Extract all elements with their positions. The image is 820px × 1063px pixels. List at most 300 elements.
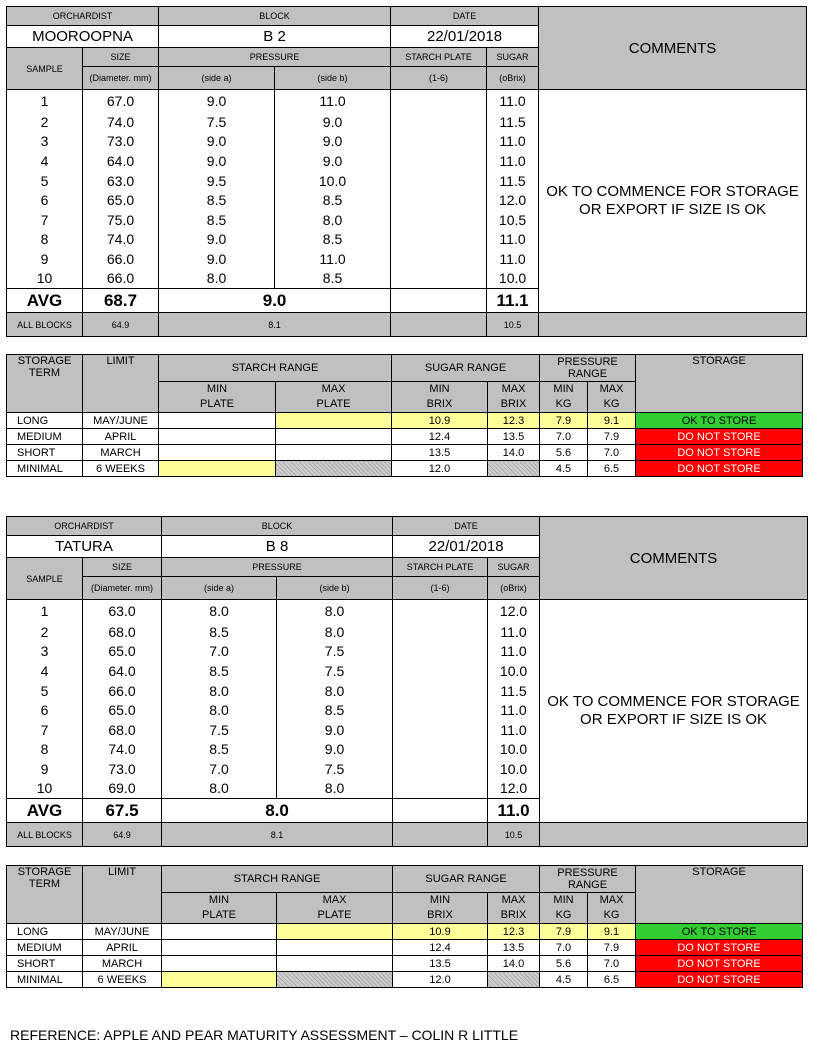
sugar-max-value: 12.3 [488,924,540,940]
side-b-header: (side b) [275,67,391,90]
sample-table [6,6,807,337]
sugar-max-value: 13.5 [488,940,540,956]
pressure-b-value: 9.0 [275,132,391,152]
size-value: 65.0 [83,701,162,721]
pressure-min-label: MIN [553,894,574,906]
sample-number: 6 [7,701,83,721]
pressure-min-header [540,893,588,924]
storage-status-badge: DO NOT STORE [636,972,803,988]
sugar-max-header [488,382,540,413]
starch-max-value [277,972,393,988]
storage-term: SHORT [7,956,83,972]
pressure-max-value: 7.9 [588,429,636,445]
starch-min-unit: PLATE [201,909,237,921]
pressure-a-value: 9.5 [159,171,275,191]
pressure-a-value: 7.5 [159,113,275,133]
pressure-a-value: 8.5 [162,662,277,682]
starch-value [391,191,487,211]
sugar-max-unit: BRIX [500,398,527,410]
size-value: 63.0 [83,171,159,191]
pressure-b-value: 9.0 [275,152,391,172]
starch-min-value [159,461,276,477]
sugar-max-value [488,461,540,477]
sugar-value: 10.0 [487,269,539,289]
starch-value [393,662,488,682]
sample-table [6,516,808,847]
pressure-min-header [540,382,588,413]
starch-min-value [162,972,277,988]
sugar-max-value: 12.3 [488,413,540,429]
sugar-min-value: 10.9 [392,413,488,429]
size-value: 64.0 [83,662,162,682]
starch-unit: (1-6) [393,577,488,600]
sample-number: 5 [7,171,83,191]
storage-term: SHORT [7,445,83,461]
starch-max-value [277,940,393,956]
size-value: 74.0 [83,740,162,760]
sugar-value: 11.0 [488,642,540,662]
sugar-min-value: 10.9 [393,924,488,940]
size-value: 65.0 [83,642,162,662]
size-value: 65.0 [83,191,159,211]
sugar-min-header [393,893,488,924]
pressure-b-value: 8.5 [275,230,391,250]
comment-text: OK TO COMMENCE FOR STORAGE OR EXPORT IF SIZE IS OK [540,600,808,823]
sample-number: 9 [7,760,83,780]
starch-min-unit: PLATE [199,398,235,410]
pressure-min-value: 4.5 [540,972,588,988]
avg-starch [391,289,487,313]
pressure-max-unit: KG [603,398,620,410]
starch-value [391,269,487,289]
sugar-max-value: 14.0 [488,445,540,461]
starch-value [393,740,488,760]
storage-table [6,354,803,477]
all-blocks-starch [393,823,488,847]
storage-status-badge: DO NOT STORE [636,461,803,477]
size-value: 73.0 [83,760,162,780]
sugar-value: 11.0 [488,701,540,721]
sugar-min-value: 13.5 [393,956,488,972]
sugar-value: 11.0 [487,152,539,172]
sample-number: 8 [7,740,83,760]
starch-max-value [277,924,393,940]
pressure-a-value: 8.0 [159,269,275,289]
storage-status-badge: DO NOT STORE [636,956,803,972]
all-blocks-sugar: 10.5 [487,313,539,337]
starch-min-value [159,413,276,429]
storage-limit: MARCH [83,956,162,972]
pressure-b-value: 8.0 [277,681,393,701]
starch-value [391,230,487,250]
pressure-a-value: 8.5 [159,191,275,211]
size-value: 74.0 [83,113,159,133]
starch-value [391,250,487,270]
size-value: 68.0 [83,720,162,740]
starch-min-value [159,429,276,445]
sugar-value: 11.0 [488,623,540,643]
all-blocks-row [7,313,807,337]
size-value: 74.0 [83,230,159,250]
starch-min-label: MIN [208,894,230,906]
storage-term: MINIMAL [7,461,83,477]
sample-number: 1 [7,90,83,113]
all-blocks-pressure: 8.1 [159,313,391,337]
sugar-value: 11.5 [487,171,539,191]
all-blocks-comment [539,313,807,337]
pressure-b-value: 8.0 [277,779,393,799]
pressure-max-value: 7.0 [588,445,636,461]
pressure-max-unit: KG [603,909,620,921]
size-value: 64.0 [83,152,159,172]
size-value: 68.0 [83,623,162,643]
starch-value [391,113,487,133]
comments-header: COMMENTS [540,517,808,600]
all-blocks-size: 64.9 [83,823,162,847]
storage-row [7,972,803,988]
pressure-b-value: 8.0 [275,210,391,230]
pressure-b-value: 7.5 [277,662,393,682]
avg-label: AVG [7,289,83,313]
pressure-min-label: MIN [553,383,574,395]
sugar-range-header: SUGAR RANGE [392,355,540,382]
pressure-b-value: 8.0 [277,623,393,643]
starch-max-label: MAX [321,383,346,395]
pressure-max-value: 7.9 [588,940,636,956]
starch-header: STARCH PLATE [393,558,488,577]
side-b-header: (side b) [277,577,393,600]
sample-number: 3 [7,642,83,662]
starch-max-value [276,429,392,445]
pressure-a-value: 7.0 [162,642,277,662]
starch-value [391,171,487,191]
all-blocks-row [7,823,808,847]
starch-value [393,701,488,721]
storage-limit: MAY/JUNE [83,413,159,429]
pressure-max-header [588,893,636,924]
sugar-max-unit: BRIX [500,909,527,921]
sugar-min-value: 12.4 [392,429,488,445]
sugar-value: 10.0 [488,760,540,780]
pressure-b-value: 9.0 [275,113,391,133]
sugar-min-unit: BRIX [426,398,453,410]
orchardist-value: TATURA [7,536,162,558]
pressure-range-header: PRESSURE RANGE [540,355,636,382]
sugar-max-label: MAX [501,383,526,395]
all-blocks-sugar: 10.5 [488,823,540,847]
orchardist-header: ORCHARDIST [7,517,162,536]
size-value: 69.0 [83,779,162,799]
starch-max-value [276,461,392,477]
sugar-value: 11.0 [487,90,539,113]
all-blocks-pressure: 8.1 [162,823,393,847]
size-header: SIZE [83,48,159,67]
storage-table [6,865,803,988]
storage-term: MEDIUM [7,429,83,445]
storage-limit: 6 WEEKS [83,461,159,477]
starch-value [391,152,487,172]
pressure-min-value: 7.0 [540,940,588,956]
block-header: BLOCK [159,7,391,26]
sample-number: 7 [7,210,83,230]
size-value: 63.0 [83,600,162,623]
starch-max-label: MAX [322,894,347,906]
pressure-a-value: 8.0 [162,681,277,701]
comment-text: OK TO COMMENCE FOR STORAGE OR EXPORT IF SIZE IS OK [539,90,807,313]
sugar-unit: (oBrix) [487,67,539,90]
storage-term: LONG [7,924,83,940]
size-value: 67.0 [83,90,159,113]
all-blocks-comment [540,823,808,847]
date-value: 22/01/2018 [391,26,539,48]
pressure-a-value: 8.0 [162,600,277,623]
sample-number: 5 [7,681,83,701]
sugar-min-value: 13.5 [392,445,488,461]
sugar-min-label: MIN [429,894,451,906]
starch-min-header [162,893,277,924]
sugar-value: 11.5 [487,113,539,133]
starch-value [393,600,488,623]
sample-number: 2 [7,113,83,133]
starch-max-value [276,445,392,461]
sugar-value: 11.5 [488,681,540,701]
limit-header: LIMIT [83,866,162,924]
block-header: BLOCK [162,517,393,536]
storage-term: MEDIUM [7,940,83,956]
pressure-b-value: 8.5 [277,701,393,721]
pressure-a-value: 9.0 [159,132,275,152]
avg-size: 67.5 [83,799,162,823]
sugar-value: 10.0 [488,740,540,760]
starch-value [393,720,488,740]
storage-row [7,940,803,956]
sugar-max-label: MAX [501,894,526,906]
size-header: SIZE [83,558,162,577]
pressure-max-value: 6.5 [588,461,636,477]
pressure-min-value: 5.6 [540,956,588,972]
storage-row [7,956,803,972]
pressure-b-value: 11.0 [275,250,391,270]
sugar-value: 12.0 [488,600,540,623]
sugar-value: 11.0 [487,132,539,152]
sample-number: 4 [7,152,83,172]
side-a-header: (side a) [159,67,275,90]
date-header: DATE [391,7,539,26]
avg-starch [393,799,488,823]
pressure-b-value: 7.5 [277,760,393,780]
starch-max-header [277,893,393,924]
comments-header: COMMENTS [539,7,807,90]
sugar-value: 11.0 [487,250,539,270]
storage-term: MINIMAL [7,972,83,988]
pressure-a-value: 9.0 [159,90,275,113]
storage-row [7,924,803,940]
starch-value [393,681,488,701]
pressure-max-header [588,382,636,413]
storage-row [7,429,803,445]
starch-value [393,760,488,780]
storage-limit: MARCH [83,445,159,461]
avg-sugar: 11.1 [487,289,539,313]
storage-term-header: STORAGE TERM [7,355,83,413]
size-value: 66.0 [83,250,159,270]
size-value: 66.0 [83,269,159,289]
sample-row [7,600,808,623]
pressure-a-value: 8.5 [159,210,275,230]
sugar-min-value: 12.0 [393,972,488,988]
sugar-min-value: 12.0 [392,461,488,477]
starch-min-value [159,445,276,461]
sugar-unit: (oBrix) [488,577,540,600]
starch-value [391,90,487,113]
sugar-min-value: 12.4 [393,940,488,956]
pressure-a-value: 8.0 [162,701,277,721]
sugar-value: 11.0 [487,230,539,250]
all-blocks-label: ALL BLOCKS [7,313,83,337]
starch-value [391,210,487,230]
block-value: B 2 [159,26,391,48]
sample-number: 3 [7,132,83,152]
sugar-max-header [488,893,540,924]
pressure-max-value: 7.0 [588,956,636,972]
pressure-b-value: 7.5 [277,642,393,662]
block-value: B 8 [162,536,393,558]
pressure-a-value: 9.0 [159,230,275,250]
sample-number: 7 [7,720,83,740]
starch-max-unit: PLATE [317,909,352,921]
pressure-a-value: 8.0 [162,779,277,799]
storage-status-badge: DO NOT STORE [636,940,803,956]
pressure-a-value: 8.5 [162,623,277,643]
pressure-a-value: 8.5 [162,740,277,760]
pressure-a-value: 9.0 [159,250,275,270]
starch-value [393,642,488,662]
all-blocks-label: ALL BLOCKS [7,823,83,847]
pressure-max-value: 9.1 [588,413,636,429]
avg-pressure: 8.0 [162,799,393,823]
sugar-max-value: 13.5 [488,429,540,445]
sample-number: 1 [7,600,83,623]
sugar-header: SUGAR [488,558,540,577]
sugar-value: 11.0 [488,720,540,740]
side-a-header: (side a) [162,577,277,600]
sample-header: SAMPLE [7,558,83,600]
starch-max-value [276,413,392,429]
sugar-min-unit: BRIX [427,909,453,921]
pressure-max-value: 9.1 [588,924,636,940]
storage-status-badge: OK TO STORE [636,413,803,429]
pressure-b-value: 9.0 [277,740,393,760]
pressure-range-header: PRESSURE RANGE [540,866,636,893]
sample-number: 6 [7,191,83,211]
orchardist-header: ORCHARDIST [7,7,159,26]
avg-pressure: 9.0 [159,289,391,313]
pressure-a-value: 7.0 [162,760,277,780]
starch-min-value [162,924,277,940]
pressure-a-value: 9.0 [159,152,275,172]
storage-limit: MAY/JUNE [83,924,162,940]
starch-unit: (1-6) [391,67,487,90]
starch-min-value [162,956,277,972]
storage-row [7,461,803,477]
pressure-b-value: 11.0 [275,90,391,113]
pressure-max-label: MAX [599,894,624,906]
storage-term: LONG [7,413,83,429]
sugar-value: 10.0 [488,662,540,682]
pressure-header: PRESSURE [162,558,393,577]
storage-status-badge: DO NOT STORE [636,429,803,445]
storage-term-header: STORAGE TERM [7,866,83,924]
storage-header: STORAGE [636,355,803,413]
sample-row [7,90,807,113]
sugar-range-header: SUGAR RANGE [393,866,540,893]
starch-max-value [277,956,393,972]
all-blocks-size: 64.9 [83,313,159,337]
starch-min-label: MIN [206,383,228,395]
size-unit: (Diameter. mm) [83,67,159,90]
sugar-value: 12.0 [488,779,540,799]
pressure-b-value: 8.5 [275,191,391,211]
starch-max-unit: PLATE [316,398,351,410]
sample-number: 9 [7,250,83,270]
storage-status-badge: OK TO STORE [636,924,803,940]
pressure-max-label: MAX [599,383,624,395]
pressure-b-value: 8.0 [277,600,393,623]
starch-value [391,132,487,152]
pressure-b-value: 10.0 [275,171,391,191]
limit-header: LIMIT [83,355,159,413]
starch-range-header: STARCH RANGE [159,355,392,382]
pressure-min-value: 7.9 [540,924,588,940]
starch-value [393,779,488,799]
starch-min-header [159,382,276,413]
size-unit: (Diameter. mm) [83,577,162,600]
sample-number: 10 [7,779,83,799]
storage-row [7,413,803,429]
starch-header: STARCH PLATE [391,48,487,67]
sugar-max-value [488,972,540,988]
storage-limit: APRIL [83,940,162,956]
starch-min-value [162,940,277,956]
pressure-min-value: 5.6 [540,445,588,461]
size-value: 73.0 [83,132,159,152]
sample-number: 4 [7,662,83,682]
pressure-a-value: 7.5 [162,720,277,740]
sample-number: 10 [7,269,83,289]
avg-size: 68.7 [83,289,159,313]
pressure-min-value: 7.0 [540,429,588,445]
avg-sugar: 11.0 [488,799,540,823]
size-value: 66.0 [83,681,162,701]
size-value: 75.0 [83,210,159,230]
sample-header: SAMPLE [7,48,83,90]
pressure-min-value: 7.9 [540,413,588,429]
orchardist-value: MOOROOPNA [7,26,159,48]
sample-number: 2 [7,623,83,643]
storage-limit: APRIL [83,429,159,445]
starch-range-header: STARCH RANGE [162,866,393,893]
storage-limit: 6 WEEKS [83,972,162,988]
pressure-min-unit: KG [555,398,572,410]
starch-max-header [276,382,392,413]
pressure-header: PRESSURE [159,48,391,67]
pressure-max-value: 6.5 [588,972,636,988]
storage-row [7,445,803,461]
pressure-b-value: 8.5 [275,269,391,289]
pressure-b-value: 9.0 [277,720,393,740]
storage-status-badge: DO NOT STORE [636,445,803,461]
all-blocks-starch [391,313,487,337]
